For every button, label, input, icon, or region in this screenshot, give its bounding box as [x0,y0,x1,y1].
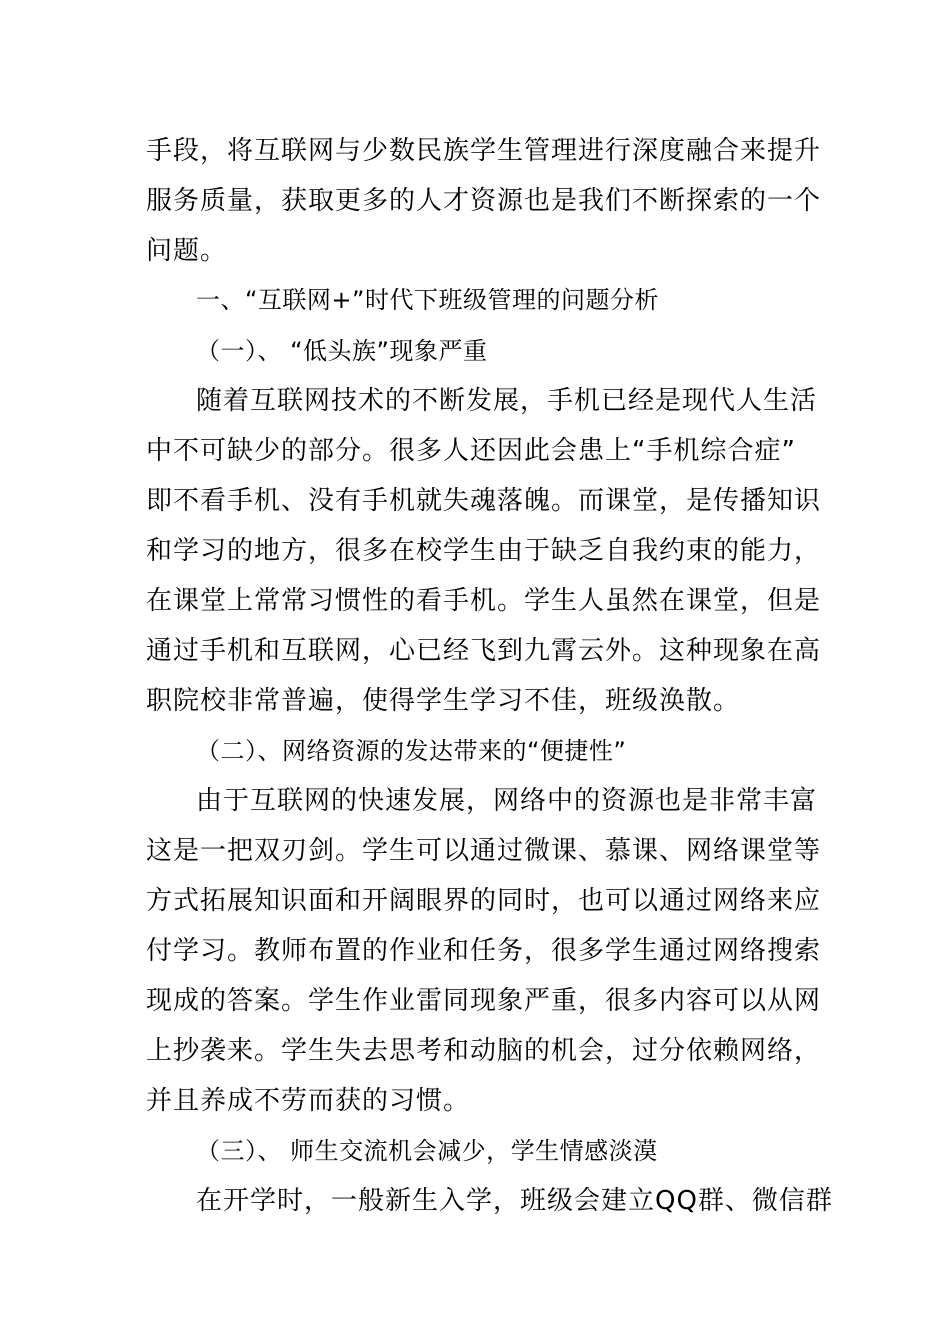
text-line: 手段，将互联网与少数民族学生管理进行深度融合来提升 [146,136,822,166]
subsection-heading: （一）、 “低头族”现象严重 [196,337,488,365]
text-line: 由于互联网的快速发展，网络中的资源也是非常丰富 [196,786,818,816]
subsection-heading: （二）、网络资源的发达带来的“便捷性” [196,737,627,765]
text-line: 和学习的地方，很多在校学生由于缺乏自我约束的能力， [146,536,822,566]
text-line: 职院校非常普遍，使得学生学习不佳，班级涣散。 [146,686,741,716]
text-line: 在开学时，一般新生入学，班级会建立QQ群、微信群 [196,1186,833,1216]
subsection-heading: （三）、 师生交流机会减少，学生情感淡漠 [196,1137,658,1165]
text-line: 即不看手机、没有手机就失魂落魄。而课堂，是传播知识 [146,486,822,516]
text-line: 上抄袭来。学生失去思考和动脑的机会，过分依赖网络， [146,1036,822,1066]
text-line: 付学习。教师布置的作业和任务，很多学生通过网络搜索 [146,936,822,966]
section-heading: 一、“互联网+”时代下班级管理的问题分析 [196,286,659,314]
text-line: 随着互联网技术的不断发展，手机已经是现代人生活 [196,386,818,416]
text-line: 并且养成不劳而获的习惯。 [146,1086,471,1116]
text-line: 方式拓展知识面和开阔眼界的同时，也可以通过网络来应 [146,886,822,916]
text-line: 通过手机和互联网，心已经飞到九霄云外。这种现象在高 [146,636,822,666]
text-line: 这是一把双刃剑。学生可以通过微课、慕课、网络课堂等 [146,836,822,866]
text-line: 中不可缺少的部分。很多人还因此会患上“手机综合症” [146,436,796,466]
text-line: 现成的答案。学生作业雷同现象严重，很多内容可以从网 [146,986,822,1016]
text-line: 问题。 [146,236,228,266]
text-line: 在课堂上常常习惯性的看手机。学生人虽然在课堂，但是 [146,586,822,616]
text-line: 服务质量，获取更多的人才资源也是我们不断探索的一个 [146,186,822,216]
